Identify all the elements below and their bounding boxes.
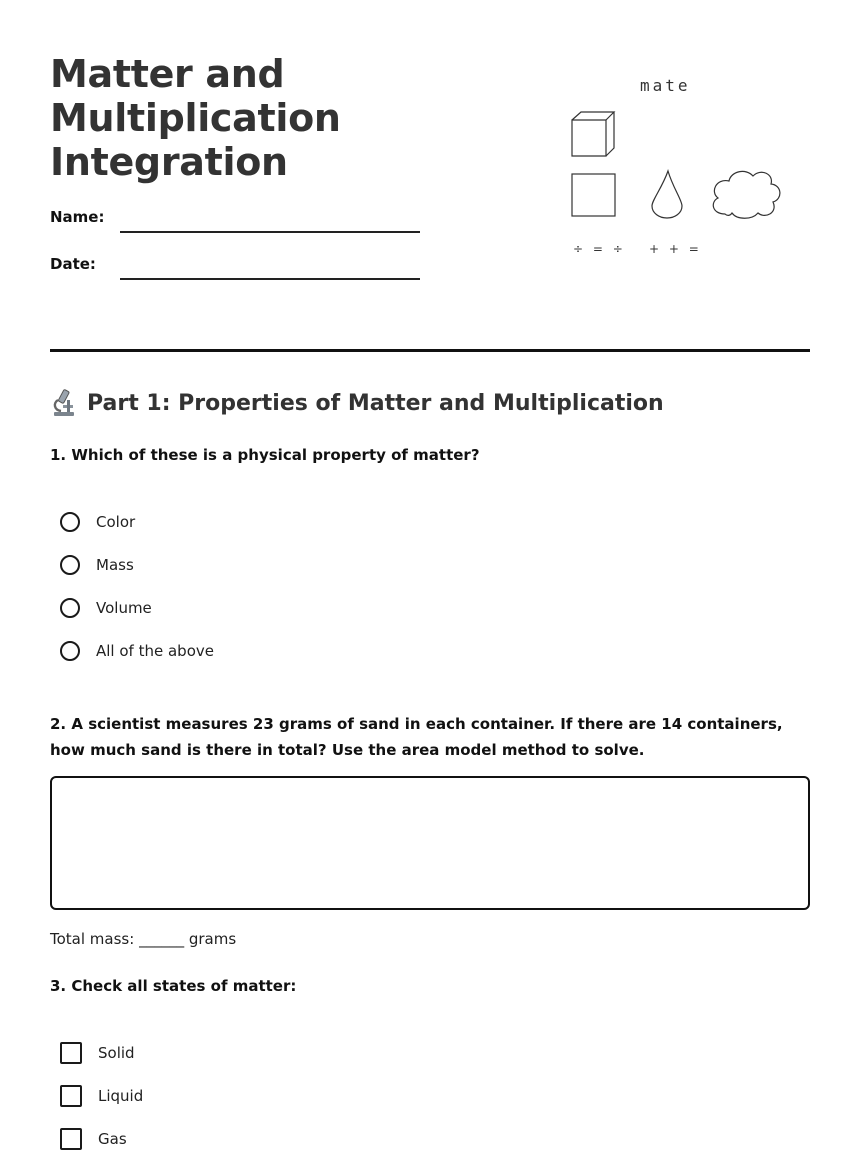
illustration-symbols-right: + + =: [649, 242, 702, 256]
total-mass-line: [50, 930, 236, 948]
worksheet-title: Matter and Multiplication Integration: [50, 52, 341, 184]
checkbox[interactable]: [60, 1085, 82, 1107]
q3-option-solid[interactable]: [60, 1040, 135, 1066]
option-label: Gas: [98, 1130, 127, 1148]
option-label: Solid: [98, 1044, 135, 1062]
total-mass-unit: grams: [188, 930, 237, 948]
cloud-icon: [713, 171, 780, 218]
date-label: Date:: [50, 255, 96, 273]
question-3-text: 3. Check all states of matter:: [50, 977, 297, 995]
option-label: All of the above: [96, 642, 214, 660]
illustration-symbols-left: ÷ = ÷: [573, 242, 626, 256]
name-line[interactable]: [120, 231, 420, 233]
radio-button[interactable]: [60, 598, 80, 618]
option-label: Liquid: [98, 1087, 144, 1105]
option-label: Mass: [96, 556, 134, 574]
option-label: Volume: [96, 599, 152, 617]
droplet-icon: [652, 171, 682, 218]
q1-option-mass[interactable]: [60, 552, 134, 578]
radio-button[interactable]: [60, 512, 80, 532]
radio-button[interactable]: [60, 555, 80, 575]
question-2-text: 2. A scientist measures 23 grams of sand in each container. If there are 14 containers, how much sand is there in total? Use the area model method to solve.: [50, 715, 783, 759]
microscope-icon: [50, 388, 78, 418]
q1-option-all[interactable]: [60, 638, 214, 664]
section-divider: [50, 349, 810, 352]
q3-option-liquid[interactable]: [60, 1083, 143, 1109]
total-mass-blank[interactable]: ______: [139, 930, 185, 948]
radio-button[interactable]: [60, 641, 80, 661]
checkbox[interactable]: [60, 1128, 82, 1150]
name-label: Name:: [50, 208, 105, 226]
cube-icon: [572, 112, 614, 156]
part1-heading: [50, 388, 664, 418]
question-1-text: 1. Which of these is a physical property of matter?: [50, 446, 480, 464]
area-model-answer-box[interactable]: [50, 776, 810, 910]
part1-heading-text: Part 1: Properties of Matter and Multiplication: [87, 390, 664, 416]
square-icon: [572, 174, 615, 216]
checkbox[interactable]: [60, 1042, 82, 1064]
q1-option-volume[interactable]: [60, 595, 152, 621]
q3-option-gas[interactable]: [60, 1126, 127, 1152]
total-mass-label: Total mass:: [50, 930, 135, 948]
q1-option-color[interactable]: [60, 509, 135, 535]
date-line[interactable]: [120, 278, 420, 280]
illustration-caption: mate: [640, 76, 691, 95]
option-label: Color: [96, 513, 136, 531]
